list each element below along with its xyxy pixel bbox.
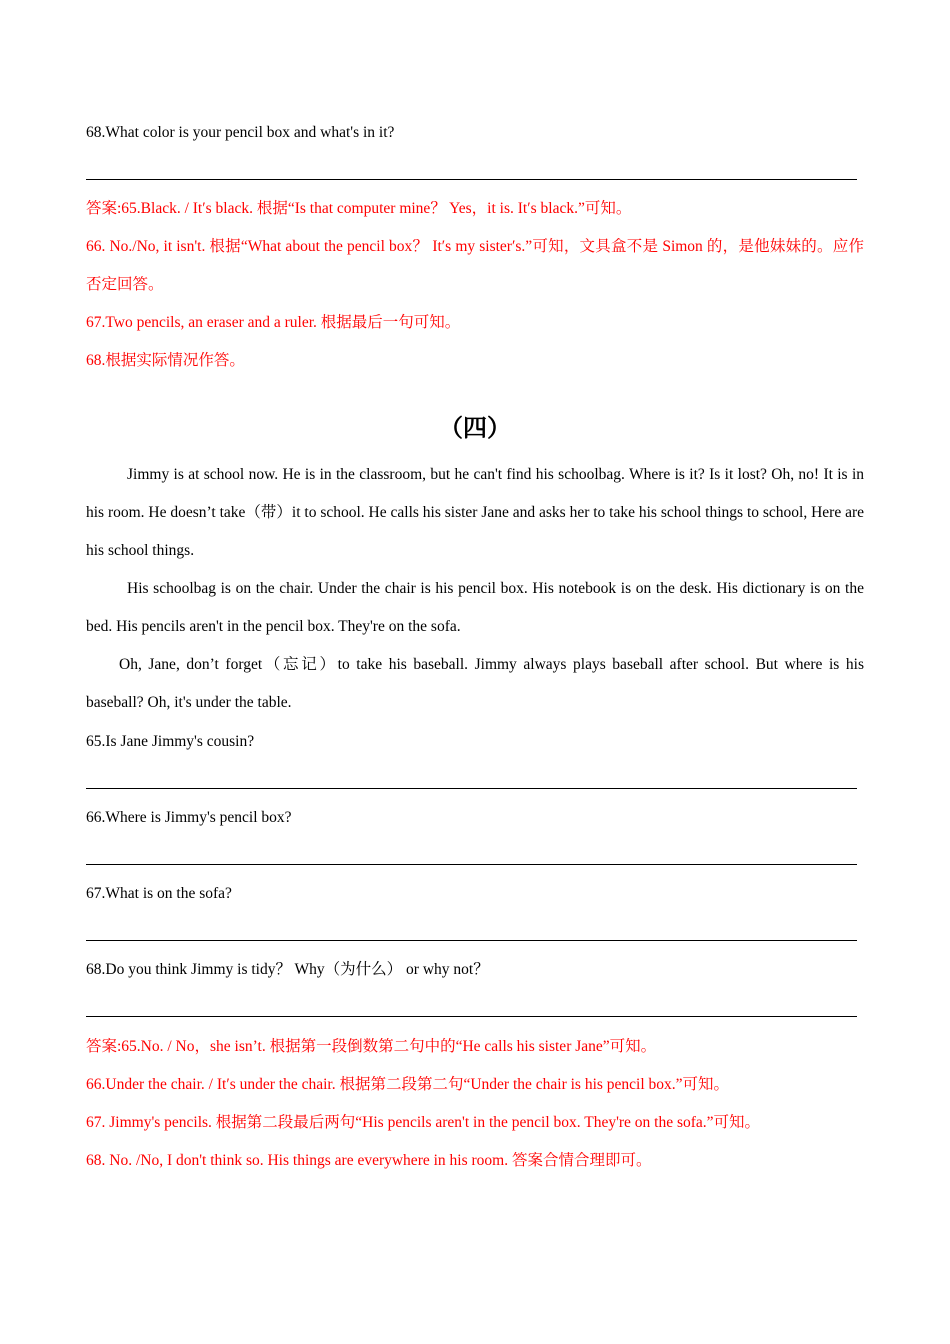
question-67: 67.What is on the sofa?: [86, 885, 232, 902]
question-68: 68.Do you think Jimmy is tidy？ Why（为什么） or why not？: [86, 961, 489, 978]
passage-paragraph-2: His schoolbag is on the chair. Under the chair is his pencil box. His notebook is on the desk. His dictionary is on the bed. His pencils aren't in the pencil box. They're on the sofa.: [86, 580, 864, 635]
question-66: 66.Where is Jimmy's pencil box?: [86, 809, 292, 826]
answer-line: [86, 940, 857, 941]
question-65: 65.Is Jane Jimmy's cousin?: [86, 733, 255, 750]
passage-paragraph-3: Oh, Jane, don’t forget（忘记）to take his baseball. Jimmy always plays baseball after school. But where is his baseball? Oh, it's under the table.: [86, 656, 864, 711]
answer-line: [86, 864, 857, 865]
prev-question-68: 68.What color is your pencil box and what's in it?: [86, 124, 395, 141]
answer-65: 答案:65.No. / No，she isn’t. 根据第一段倒数第二句中的“He calls his sister Jane”可知。: [86, 1038, 657, 1055]
passage-paragraph-1: Jimmy is at school now. He is in the classroom, but he can't find his schoolbag. Where is it? Is it lost? Oh, no! It is in his room. He doesn’t take（带）it to school. He calls his sister Jane and asks her to take his school things to school, Here are his school things.: [86, 466, 865, 559]
prev-answer-67: 67.Two pencils, an eraser and a ruler. 根据最后一句可知。: [86, 314, 461, 331]
answer-66: 66.Under the chair. / It′s under the chair. 根据第二段第二句“Under the chair is his pencil box.”可知。: [86, 1076, 730, 1093]
prev-answer-68: 68.根据实际情况作答。: [86, 352, 245, 369]
answer-line: [86, 179, 857, 180]
answer-67: 67. Jimmy's pencils. 根据第二段最后两句“His pencils aren't in the pencil box. They're on the sofa.”可知。: [86, 1114, 761, 1131]
answer-line: [86, 1016, 857, 1017]
answer-68: 68. No. /No, I don't think so. His things are everywhere in his room. 答案合情合理即可。: [86, 1152, 652, 1169]
prev-answer-66: 66. No./No, it isn't. 根据“What about the pencil box？ It′s my sister′s.”可知，文具盒不是 Simon 的，是他妹妹的。应作否定回答。: [86, 238, 864, 293]
prev-answer-65: 答案:65.Black. / It′s black. 根据“Is that computer mine？ Yes，it is. It′s black.”可知。: [86, 200, 632, 217]
answer-line: [86, 788, 857, 789]
section-title: （四）: [439, 416, 511, 442]
